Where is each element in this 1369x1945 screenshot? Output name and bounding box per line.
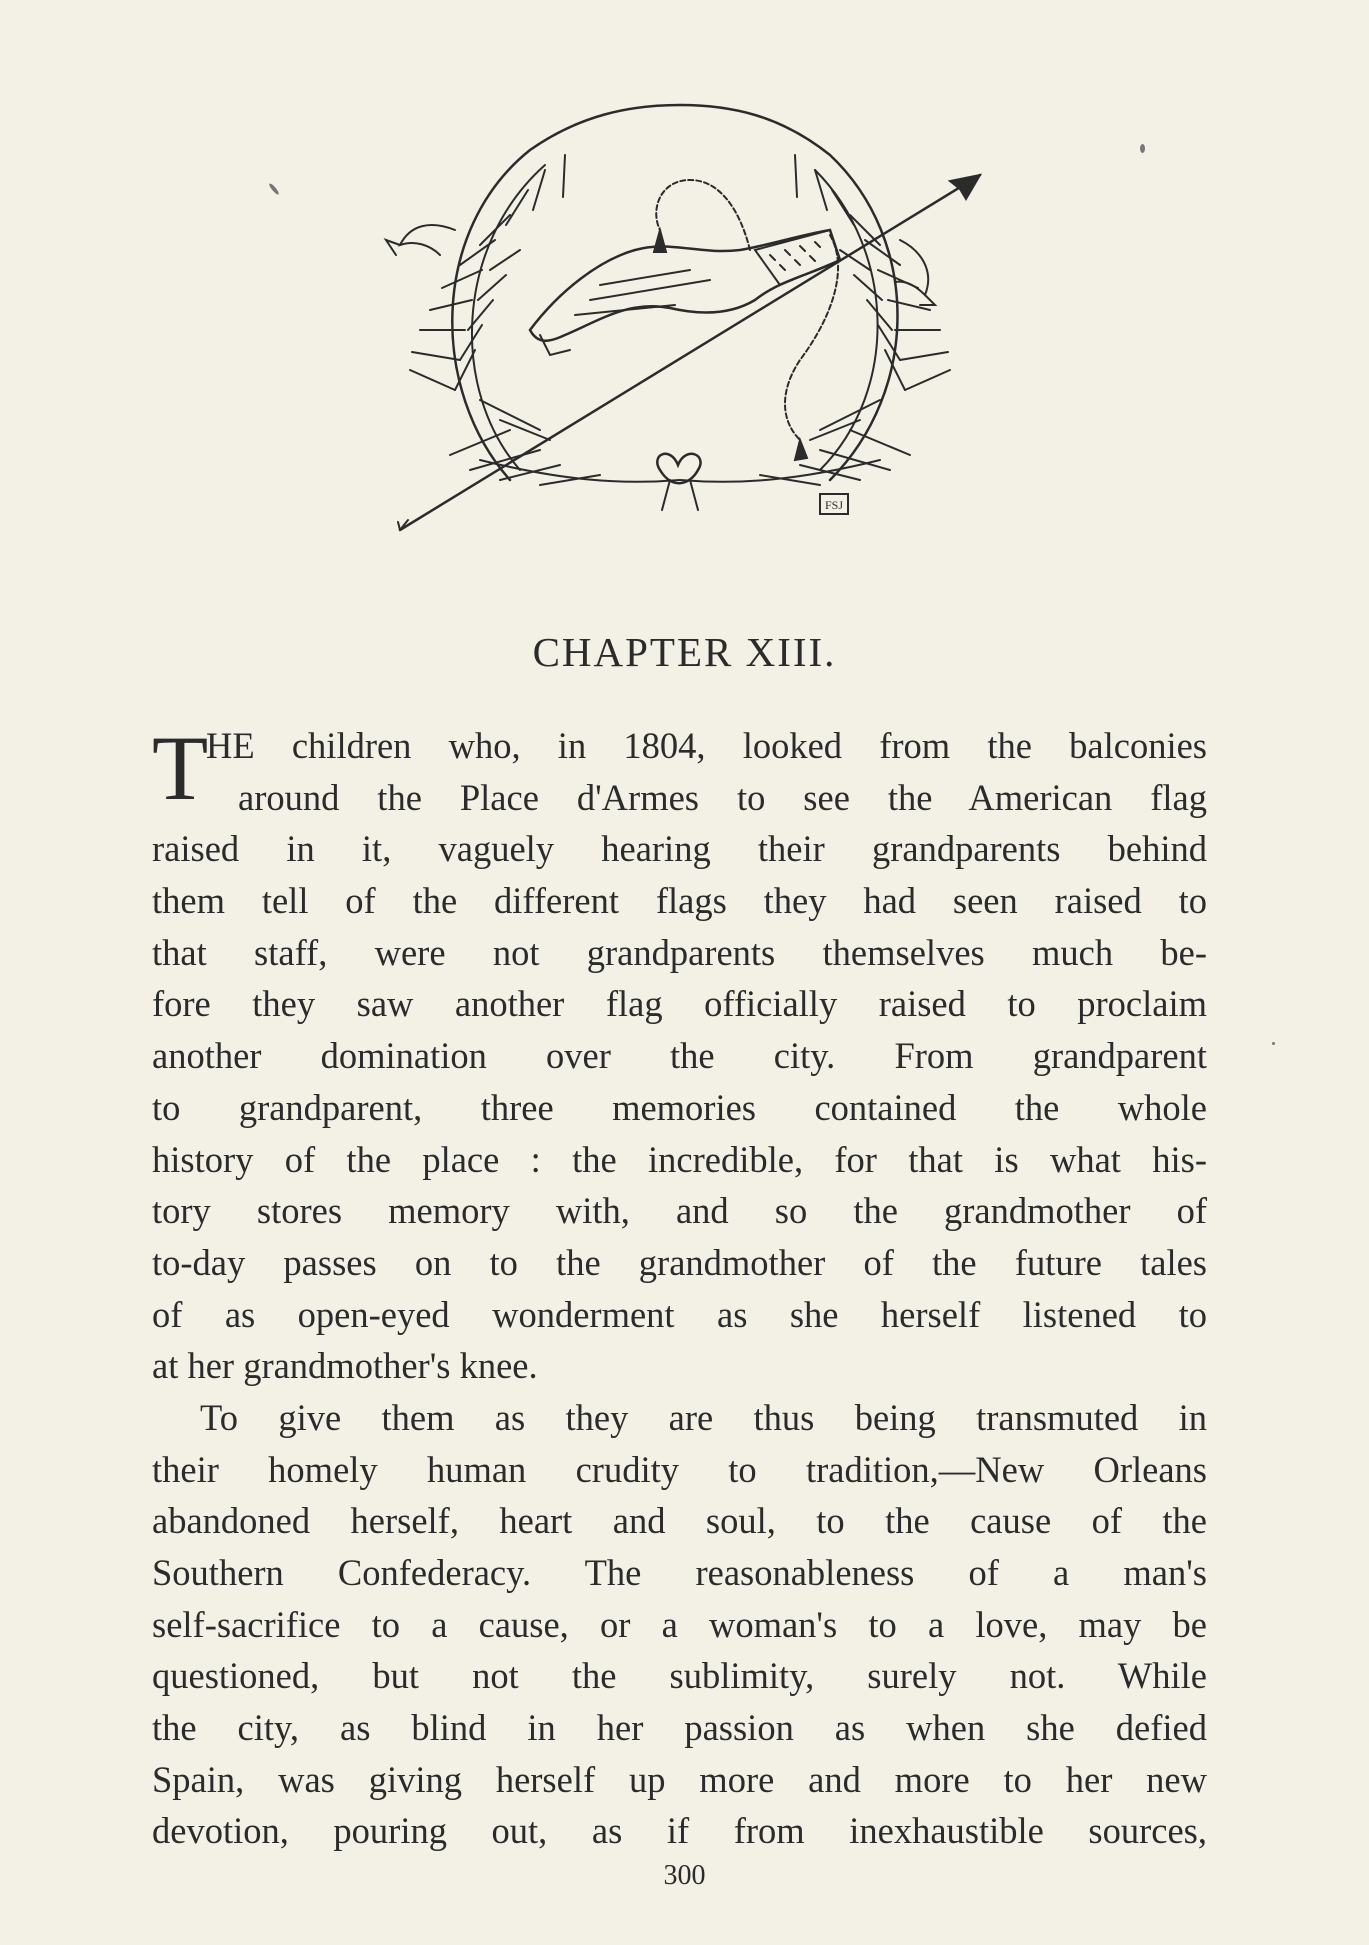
text-line: that staff, were not grandparents themselves much be- [152, 931, 1207, 973]
text-line: HE children who, in 1804, looked from the balconies [206, 725, 1207, 766]
print-speck [1272, 1042, 1275, 1045]
illustrator-monogram [820, 494, 848, 514]
text-line: history of the place : the incredible, for that is what his- [152, 1138, 1207, 1180]
text-line: around the Place d'Armes to see the American flag [238, 776, 1207, 818]
text-line: questioned, but not the sublimity, surely not. While [152, 1655, 1207, 1697]
body-text [152, 717, 1207, 1857]
drop-cap: T [152, 717, 209, 819]
text-line: their homely human crudity to tradition,—New Orleans [152, 1448, 1207, 1490]
text-line: another domination over the city. From grandparent [152, 1035, 1207, 1077]
text-line: devotion, pouring out, as if from inexhaustible sources, [152, 1810, 1207, 1852]
paragraph-2 [152, 1392, 1207, 1857]
text-line: at her grandmother's knee. [152, 1345, 538, 1387]
text-line: Spain, was giving herself up more and more to her new [152, 1758, 1207, 1800]
paragraph-1 [152, 717, 1207, 1392]
svg-text:FSJ: FSJ [824, 498, 844, 512]
text-line: fore they saw another flag officially raised to proclaim [152, 983, 1207, 1025]
text-line: raised in it, vaguely hearing their grandparents behind [152, 828, 1207, 870]
chapter-title: CHAPTER XIII. [532, 629, 837, 675]
text-line: them tell of the different flags they had seen raised to [152, 880, 1207, 922]
text-line: self-sacrifice to a cause, or a woman's to a love, may be [152, 1603, 1207, 1645]
text-line: the city, as blind in her passion as when she defied [152, 1707, 1207, 1749]
print-speck [268, 182, 280, 195]
text-line: to-day passes on to the grandmother of the future tales [152, 1241, 1207, 1283]
text-line: to grandparent, three memories contained the whole [152, 1086, 1207, 1128]
text-line: Southern Confederacy. The reasonableness of a man's [152, 1552, 1207, 1593]
text-line: tory stores memory with, and so the grandmother of [152, 1190, 1207, 1232]
page-number: 300 [663, 1860, 706, 1891]
wreath-flag-illustration [360, 60, 1000, 540]
text-line: of as open-eyed wonderment as she herself listened to [152, 1293, 1207, 1335]
print-speck [1140, 144, 1145, 153]
text-line: To give them as they are thus being transmuted in [200, 1396, 1207, 1438]
text-line: abandoned herself, heart and soul, to the cause of the [152, 1500, 1207, 1542]
